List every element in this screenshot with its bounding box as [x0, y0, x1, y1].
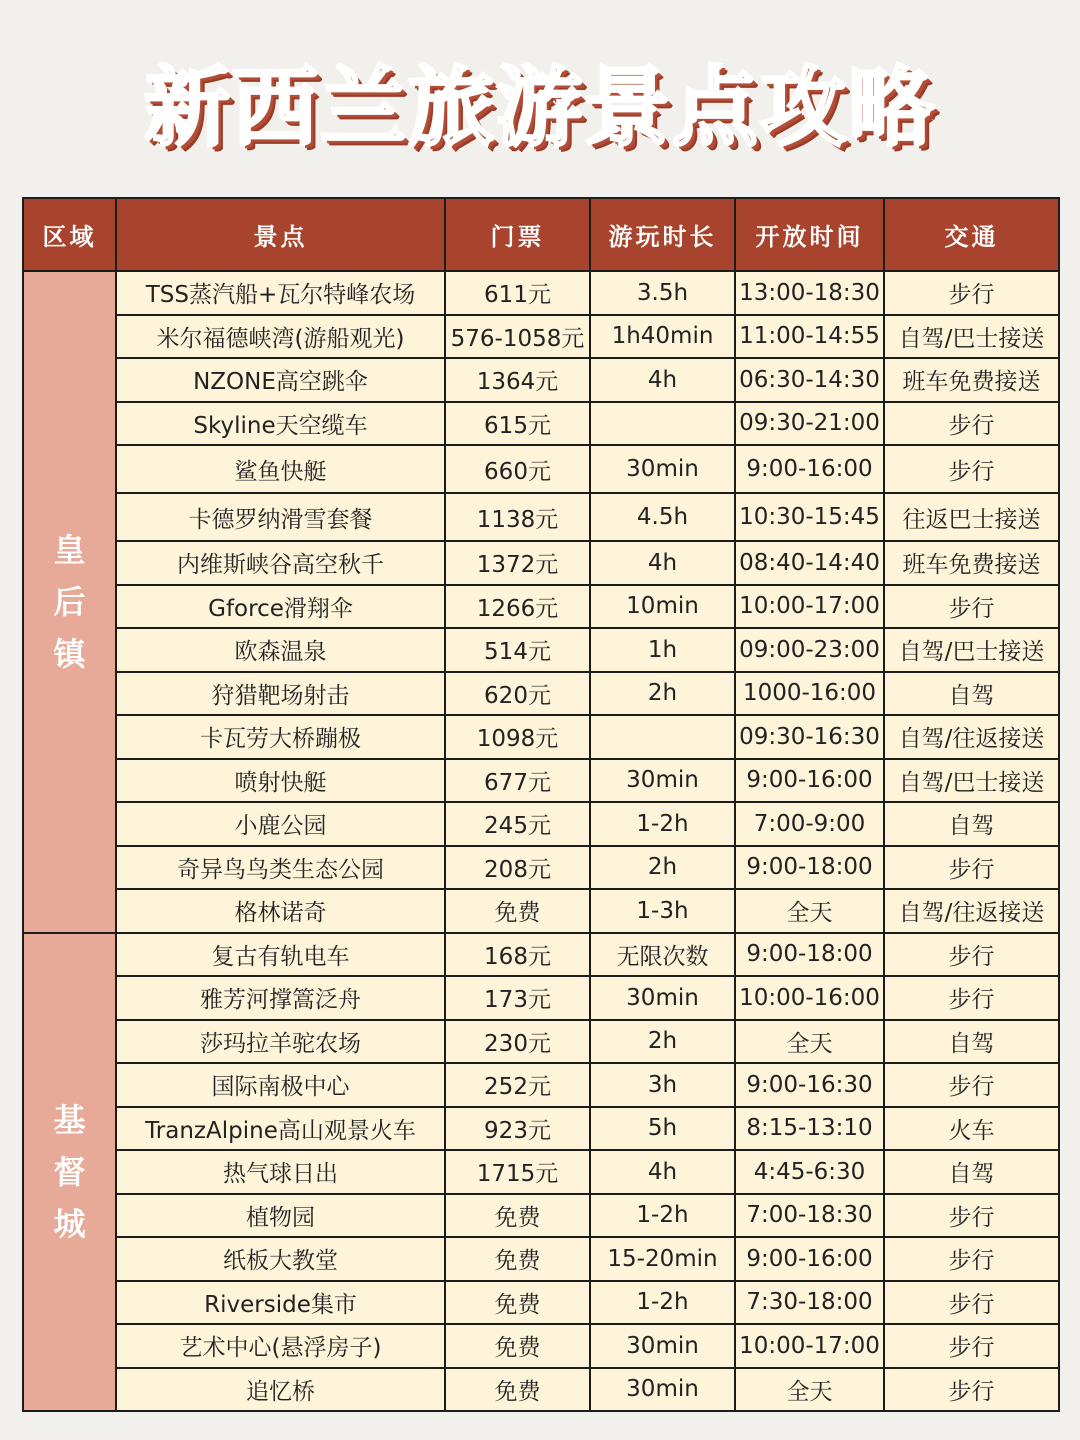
ticket-cell: 923元 — [445, 1107, 590, 1151]
table-row — [23, 672, 1059, 716]
hours-cell: 06:30-14:30 — [735, 358, 884, 402]
table-row — [23, 315, 1059, 359]
hours-cell: 1000-16:00 — [735, 672, 884, 716]
transport-cell: 步行 — [884, 1063, 1059, 1107]
attraction-cell: 格林诺奇 — [116, 889, 445, 933]
ticket-cell: 1372元 — [445, 541, 590, 585]
hours-cell: 10:00-17:00 — [735, 585, 884, 629]
duration-cell: 无限次数 — [590, 933, 735, 977]
duration-cell: 2h — [590, 1020, 735, 1064]
table-row — [23, 358, 1059, 402]
table-row — [23, 846, 1059, 890]
duration-cell: 2h — [590, 846, 735, 890]
attraction-cell: TSS蒸汽船+瓦尔特峰农场 — [116, 271, 445, 315]
ticket-cell: 576-1058元 — [445, 315, 590, 359]
table-row — [23, 715, 1059, 759]
ticket-cell: 245元 — [445, 802, 590, 846]
transport-cell: 班车免费接送 — [884, 541, 1059, 585]
header-cell-ticket: 门票 — [445, 198, 590, 271]
table-row — [23, 1324, 1059, 1368]
table-row — [23, 1368, 1059, 1412]
table-row — [23, 1281, 1059, 1325]
duration-cell: 1h40min — [590, 315, 735, 359]
ticket-cell: 252元 — [445, 1063, 590, 1107]
ticket-cell: 660元 — [445, 445, 590, 493]
table-row — [23, 1194, 1059, 1238]
hours-cell: 09:00-23:00 — [735, 628, 884, 672]
hours-cell: 9:00-18:00 — [735, 846, 884, 890]
attraction-cell: 小鹿公园 — [116, 802, 445, 846]
header-cell-attraction: 景点 — [116, 198, 445, 271]
attraction-cell: 欧森温泉 — [116, 628, 445, 672]
page-title: 新西兰旅游景点攻略 — [144, 58, 936, 158]
transport-cell: 步行 — [884, 1368, 1059, 1412]
transport-cell: 步行 — [884, 976, 1059, 1020]
transport-cell: 步行 — [884, 846, 1059, 890]
attraction-cell: 卡德罗纳滑雪套餐 — [116, 493, 445, 541]
duration-cell: 1-2h — [590, 1194, 735, 1238]
duration-cell: 30min — [590, 1368, 735, 1412]
attraction-cell: TranzAlpine高山观景火车 — [116, 1107, 445, 1151]
hours-cell: 8:15-13:10 — [735, 1107, 884, 1151]
header-cell-transport: 交通 — [884, 198, 1059, 271]
header-row — [23, 198, 1059, 271]
hours-cell: 10:00-16:00 — [735, 976, 884, 1020]
duration-cell: 4h — [590, 358, 735, 402]
ticket-cell: 168元 — [445, 933, 590, 977]
ticket-cell: 免费 — [445, 1281, 590, 1325]
table-row — [23, 933, 1059, 977]
table-body — [23, 271, 1059, 1411]
duration-cell: 3.5h — [590, 271, 735, 315]
ticket-cell: 免费 — [445, 1368, 590, 1412]
table-row — [23, 1020, 1059, 1064]
transport-cell: 自驾/往返接送 — [884, 715, 1059, 759]
hours-cell: 09:30-21:00 — [735, 402, 884, 446]
transport-cell: 步行 — [884, 933, 1059, 977]
attraction-cell: 喷射快艇 — [116, 759, 445, 803]
transport-cell: 步行 — [884, 271, 1059, 315]
table-row — [23, 1237, 1059, 1281]
ticket-cell: 免费 — [445, 1324, 590, 1368]
hours-cell: 7:00-9:00 — [735, 802, 884, 846]
transport-cell: 步行 — [884, 402, 1059, 446]
transport-cell: 班车免费接送 — [884, 358, 1059, 402]
duration-cell: 5h — [590, 1107, 735, 1151]
duration-cell: 4h — [590, 541, 735, 585]
attraction-cell: Skyline天空缆车 — [116, 402, 445, 446]
region-cell: 基督城 — [23, 933, 116, 1412]
transport-cell: 自驾 — [884, 672, 1059, 716]
attraction-cell: 奇异鸟鸟类生态公园 — [116, 846, 445, 890]
hours-cell: 全天 — [735, 1020, 884, 1064]
ticket-cell: 1138元 — [445, 493, 590, 541]
ticket-cell: 615元 — [445, 402, 590, 446]
table-row — [23, 1063, 1059, 1107]
transport-cell: 往返巴士接送 — [884, 493, 1059, 541]
hours-cell: 13:00-18:30 — [735, 271, 884, 315]
duration-cell: 4h — [590, 1150, 735, 1194]
hours-cell: 4:45-6:30 — [735, 1150, 884, 1194]
ticket-cell: 677元 — [445, 759, 590, 803]
attraction-cell: 艺术中心(悬浮房子) — [116, 1324, 445, 1368]
table-row — [23, 759, 1059, 803]
transport-cell: 自驾/往返接送 — [884, 889, 1059, 933]
transport-cell: 步行 — [884, 445, 1059, 493]
hours-cell: 7:30-18:00 — [735, 1281, 884, 1325]
transport-cell: 自驾/巴士接送 — [884, 628, 1059, 672]
ticket-cell: 免费 — [445, 1237, 590, 1281]
transport-cell: 自驾/巴士接送 — [884, 315, 1059, 359]
duration-cell: 1h — [590, 628, 735, 672]
table-row — [23, 271, 1059, 315]
duration-cell: 15-20min — [590, 1237, 735, 1281]
table-row — [23, 493, 1059, 541]
transport-cell: 步行 — [884, 1281, 1059, 1325]
ticket-cell: 1715元 — [445, 1150, 590, 1194]
hours-cell: 9:00-16:00 — [735, 759, 884, 803]
ticket-cell: 免费 — [445, 889, 590, 933]
transport-cell: 步行 — [884, 585, 1059, 629]
attraction-cell: 莎玛拉羊驼农场 — [116, 1020, 445, 1064]
ticket-cell: 620元 — [445, 672, 590, 716]
duration-cell — [590, 402, 735, 446]
attractions-table — [22, 197, 1060, 1412]
header-cell-hours: 开放时间 — [735, 198, 884, 271]
hours-cell: 08:40-14:40 — [735, 541, 884, 585]
duration-cell: 10min — [590, 585, 735, 629]
table-row — [23, 541, 1059, 585]
header-cell-duration: 游玩时长 — [590, 198, 735, 271]
attraction-cell: NZONE高空跳伞 — [116, 358, 445, 402]
transport-cell: 自驾/巴士接送 — [884, 759, 1059, 803]
attraction-cell: 内维斯峡谷高空秋千 — [116, 541, 445, 585]
ticket-cell: 208元 — [445, 846, 590, 890]
table-row — [23, 802, 1059, 846]
hours-cell: 9:00-16:00 — [735, 1237, 884, 1281]
duration-cell: 30min — [590, 976, 735, 1020]
transport-cell: 自驾 — [884, 802, 1059, 846]
attraction-cell: 植物园 — [116, 1194, 445, 1238]
duration-cell: 2h — [590, 672, 735, 716]
attraction-cell: Gforce滑翔伞 — [116, 585, 445, 629]
table-row — [23, 585, 1059, 629]
ticket-cell: 1098元 — [445, 715, 590, 759]
duration-cell: 30min — [590, 759, 735, 803]
header-cell-region: 区域 — [23, 198, 116, 271]
hours-cell: 10:30-15:45 — [735, 493, 884, 541]
duration-cell: 1-2h — [590, 1281, 735, 1325]
hours-cell: 09:30-16:30 — [735, 715, 884, 759]
attraction-cell: 追忆桥 — [116, 1368, 445, 1412]
ticket-cell: 173元 — [445, 976, 590, 1020]
ticket-cell: 1364元 — [445, 358, 590, 402]
attraction-cell: 卡瓦劳大桥蹦极 — [116, 715, 445, 759]
hours-cell: 9:00-16:00 — [735, 445, 884, 493]
ticket-cell: 1266元 — [445, 585, 590, 629]
attraction-cell: 鲨鱼快艇 — [116, 445, 445, 493]
attraction-cell: 米尔福德峡湾(游船观光) — [116, 315, 445, 359]
transport-cell: 自驾 — [884, 1150, 1059, 1194]
hours-cell: 9:00-16:30 — [735, 1063, 884, 1107]
duration-cell: 1-2h — [590, 802, 735, 846]
duration-cell: 30min — [590, 445, 735, 493]
table-row — [23, 1107, 1059, 1151]
transport-cell: 自驾 — [884, 1020, 1059, 1064]
duration-cell: 4.5h — [590, 493, 735, 541]
duration-cell: 30min — [590, 1324, 735, 1368]
transport-cell: 步行 — [884, 1237, 1059, 1281]
table-row — [23, 1150, 1059, 1194]
ticket-cell: 230元 — [445, 1020, 590, 1064]
transport-cell: 步行 — [884, 1324, 1059, 1368]
hours-cell: 11:00-14:55 — [735, 315, 884, 359]
table-row — [23, 889, 1059, 933]
transport-cell: 步行 — [884, 1194, 1059, 1238]
attraction-cell: 雅芳河撑篙泛舟 — [116, 976, 445, 1020]
table-row — [23, 628, 1059, 672]
table-row — [23, 445, 1059, 493]
attraction-cell: 国际南极中心 — [116, 1063, 445, 1107]
attraction-cell: 热气球日出 — [116, 1150, 445, 1194]
hours-cell: 全天 — [735, 889, 884, 933]
attraction-cell: Riverside集市 — [116, 1281, 445, 1325]
duration-cell — [590, 715, 735, 759]
duration-cell: 1-3h — [590, 889, 735, 933]
hours-cell: 全天 — [735, 1368, 884, 1412]
hours-cell: 7:00-18:30 — [735, 1194, 884, 1238]
attraction-cell: 狩猎靶场射击 — [116, 672, 445, 716]
ticket-cell: 免费 — [445, 1194, 590, 1238]
hours-cell: 9:00-18:00 — [735, 933, 884, 977]
attraction-cell: 纸板大教堂 — [116, 1237, 445, 1281]
duration-cell: 3h — [590, 1063, 735, 1107]
table-row — [23, 402, 1059, 446]
region-cell: 皇后镇 — [23, 271, 116, 933]
ticket-cell: 611元 — [445, 271, 590, 315]
table-row — [23, 976, 1059, 1020]
transport-cell: 火车 — [884, 1107, 1059, 1151]
hours-cell: 10:00-17:00 — [735, 1324, 884, 1368]
attraction-cell: 复古有轨电车 — [116, 933, 445, 977]
ticket-cell: 514元 — [445, 628, 590, 672]
